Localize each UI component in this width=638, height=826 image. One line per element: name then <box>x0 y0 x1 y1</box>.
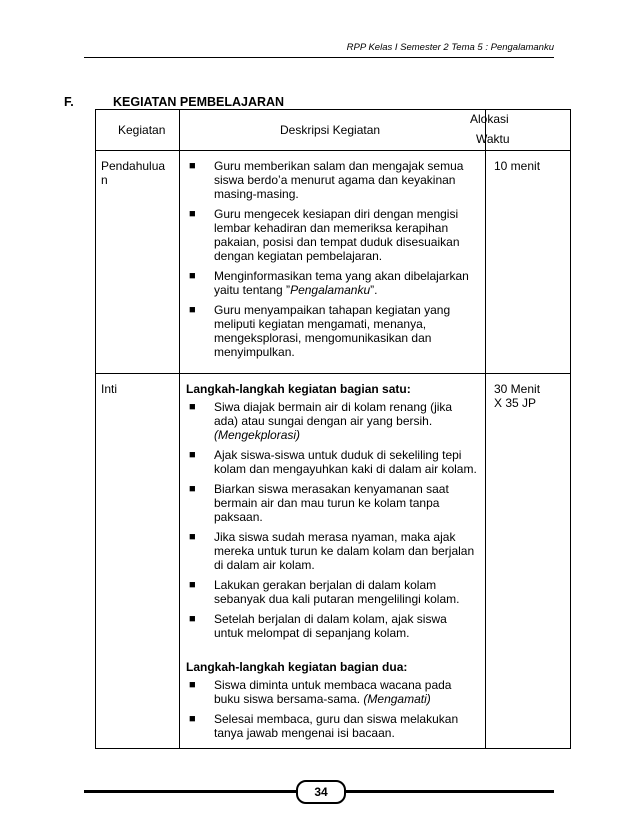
alokasi-line1: 30 Menit <box>494 382 541 396</box>
section-number: F. <box>64 95 74 109</box>
spacer <box>186 646 479 660</box>
bullet-icon: ■ <box>189 401 196 413</box>
header-deskripsi <box>180 110 486 151</box>
step-one-list <box>186 400 479 640</box>
kegiatan-cell <box>96 374 180 749</box>
bullet-icon: ■ <box>189 531 196 543</box>
list-item: ■ Guru memberikan salam dan mengajak semua siswa berdo’a menurut agama dan keyakinan masing-masing. <box>189 159 464 201</box>
footer-rule-right <box>342 790 554 793</box>
step-two-title: Langkah-langkah kegiatan bagian dua: <box>186 660 408 674</box>
kegiatan-label: Pendahulua n <box>101 159 166 187</box>
bullet-icon: ■ <box>189 713 196 725</box>
list-item: ■ Guru menyampaikan tahapan kegiatan yang meliputi kegiatan mengamati, menanya, mengeksplorasi, mengomunikasikan dan menyimpulkan. <box>189 303 451 359</box>
alokasi-value: 10 menit <box>494 159 541 173</box>
bullet-icon: ■ <box>189 449 196 461</box>
deskripsi-cell <box>180 151 486 374</box>
bullet-icon: ■ <box>189 679 196 691</box>
bullet-icon: ■ <box>189 270 196 282</box>
header-alokasi <box>470 110 571 151</box>
step-two-list <box>186 678 479 740</box>
bullet-icon: ■ <box>189 208 196 220</box>
list-item: ■ Guru mengecek kesiapan diri dengan mengisi lembar kehadiran dan memeriksa kerapihan pakaian, posisi dan tempat duduk disesuaikan dengan kegiatan pembelajaran. <box>189 207 460 263</box>
bullet-icon: ■ <box>189 579 196 591</box>
header-rule <box>84 57 554 58</box>
step-one-title: Langkah-langkah kegiatan bagian satu: <box>186 382 411 396</box>
header-deskripsi-label: Deskripsi Kegiatan <box>280 123 381 137</box>
page-number: 34 <box>296 780 346 804</box>
header-kegiatan-label: Kegiatan <box>118 123 166 137</box>
deskripsi-cell <box>180 374 486 749</box>
header-alokasi-line2: Waktu <box>476 132 510 146</box>
pendahuluan-list <box>186 159 479 359</box>
bullet-icon: ■ <box>189 613 196 625</box>
table-row <box>96 374 571 749</box>
footer-rule-left <box>84 790 296 793</box>
list-item: ■ Menginformasikan tema yang akan dibelajarkan yaitu tentang ”Pengalamanku”. <box>189 269 469 297</box>
learning-activities-table <box>95 109 571 749</box>
list-item: ■ Jika siswa sudah merasa nyaman, maka ajak mereka untuk turun ke dalam kolam dan berjalan di dalam air kolam. <box>189 530 475 572</box>
list-item: ■ Biarkan siswa merasakan kenyamanan saat bermain air dan mau turun ke kolam tanpa paksaan. <box>189 482 449 524</box>
list-item: ■ Ajak siswa-siswa untuk duduk di sekeliling tepi kolam dan mengayuhkan kaki di dalam air kolam. <box>189 448 477 476</box>
bullet-icon: ■ <box>189 160 196 172</box>
list-item: ■ Siswa diminta untuk membaca wacana pada buku siswa bersama-sama. (Mengamati) <box>189 678 452 706</box>
bullet-icon: ■ <box>189 483 196 495</box>
alokasi-cell <box>486 374 571 749</box>
table-row <box>96 151 571 374</box>
list-item: ■ Selesai membaca, guru dan siswa melakukan tanya jawab mengenai isi bacaan. <box>189 712 459 740</box>
kegiatan-label: Inti <box>101 382 118 396</box>
table-header-row <box>96 110 571 151</box>
header-kegiatan <box>96 110 180 151</box>
list-item: ■ Lakukan gerakan berjalan di dalam kolam sebanyak dua kali putaran mengelilingi kolam. <box>189 578 460 606</box>
list-item: ■ Setelah berjalan di dalam kolam, ajak siswa untuk melompat di sepanjang kolam. <box>189 612 447 640</box>
header-alokasi-line1: Alokasi <box>470 112 509 126</box>
section-title: KEGIATAN PEMBELAJARAN <box>113 95 285 109</box>
alokasi-cell <box>486 151 571 374</box>
running-header: RPP Kelas I Semester 2 Tema 5 : Pengalamanku <box>346 42 554 53</box>
list-item: ■ Siwa diajak bermain air di kolam renang (jika ada) atau sungai dengan air yang bersih. (Mengekplorasi) <box>189 400 453 442</box>
kegiatan-cell <box>96 151 180 374</box>
bullet-icon: ■ <box>189 304 196 316</box>
alokasi-line2: X 35 JP <box>494 396 537 410</box>
